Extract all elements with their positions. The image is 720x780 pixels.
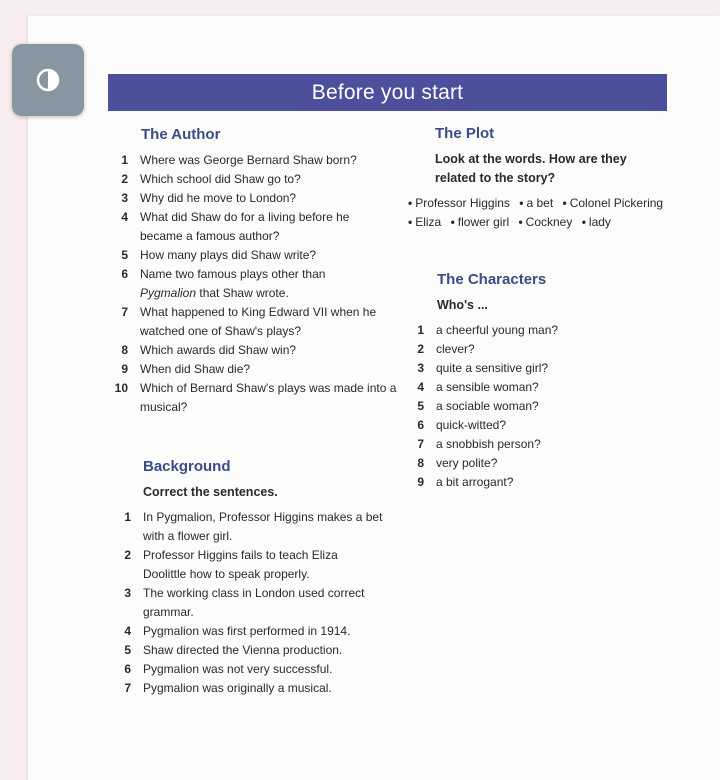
plot-instruction: Look at the words. How are they related to the story? [435, 152, 627, 185]
list-item: 7 a snobbish person? [417, 437, 541, 451]
list-item: 4 Pygmalion was first performed in 1914. [124, 624, 351, 638]
list-item: 9 a bit arrogant? [417, 475, 514, 489]
list-item: 8 very polite? [417, 456, 498, 470]
list-item: 3 The working class in London used correct grammar. [124, 586, 365, 619]
list-item: 4 What did Shaw do for a living before he became a famous author? [121, 210, 350, 243]
list-item: 8 Which awards did Shaw win? [121, 343, 297, 357]
plot-words-row: • Eliza • flower girl • Cockney • lady [408, 215, 611, 229]
background-instruction: Correct the sentences. [143, 485, 278, 499]
list-item: 5 Shaw directed the Vienna production. [124, 643, 343, 657]
bullet-icon: • [408, 215, 413, 229]
list-item: 1 In Pygmalion, Professor Higgins makes a bet with a flower girl. [124, 510, 383, 543]
list-item: 3 Why did he move to London? [121, 191, 297, 205]
list-item: 5 How many plays did Shaw write? [121, 248, 317, 262]
bullet-icon: • [581, 215, 586, 229]
contrast-toggle-button[interactable] [12, 44, 84, 116]
characters-heading: The Characters [437, 271, 547, 288]
list-item: 5 a sociable woman? [417, 399, 539, 413]
plot-heading: The Plot [435, 125, 495, 142]
banner-title: Before you start [311, 80, 464, 104]
bullet-icon: • [408, 196, 413, 210]
list-item: 9 When did Shaw die? [121, 362, 251, 376]
list-item: 2 clever? [417, 342, 475, 356]
section-banner [108, 74, 667, 111]
list-item: 4 a sensible woman? [417, 380, 539, 394]
list-item: 1 Where was George Bernard Shaw born? [121, 153, 357, 167]
plot-words-row: • Professor Higgins • a bet • Colonel Pickering [408, 196, 664, 210]
contrast-icon [35, 67, 61, 93]
bullet-icon: • [562, 196, 567, 210]
list-item: 1 a cheerful young man? [417, 323, 559, 337]
author-heading: The Author [141, 126, 221, 143]
author-questions [112, 151, 397, 417]
list-item: 7 Pygmalion was originally a musical. [124, 681, 332, 695]
bullet-icon: • [450, 215, 455, 229]
list-item: 2 Professor Higgins fails to teach Eliza Doolittle how to speak properly. [124, 548, 338, 581]
list-item: 6 Pygmalion was not very successful. [124, 662, 333, 676]
bullet-icon: • [518, 215, 523, 229]
background-sentences [115, 508, 383, 698]
list-item: 3 quite a sensitive girl? [417, 361, 549, 375]
list-item: 6 Name two famous plays other than Pygmalion that Shaw wrote. [121, 267, 326, 300]
background-heading: Background [143, 458, 231, 475]
list-item: 2 Which school did Shaw go to? [121, 172, 301, 186]
characters-prompt: Who's ... [437, 298, 488, 312]
list-item: 7 What happened to King Edward VII when he watched one of Shaw's plays? [121, 305, 377, 338]
list-item: 6 quick-witted? [417, 418, 507, 432]
list-item: 10 Which of Bernard Shaw's plays was made into a musical? [114, 381, 397, 414]
characters-list [408, 321, 668, 492]
bullet-icon: • [519, 196, 524, 210]
